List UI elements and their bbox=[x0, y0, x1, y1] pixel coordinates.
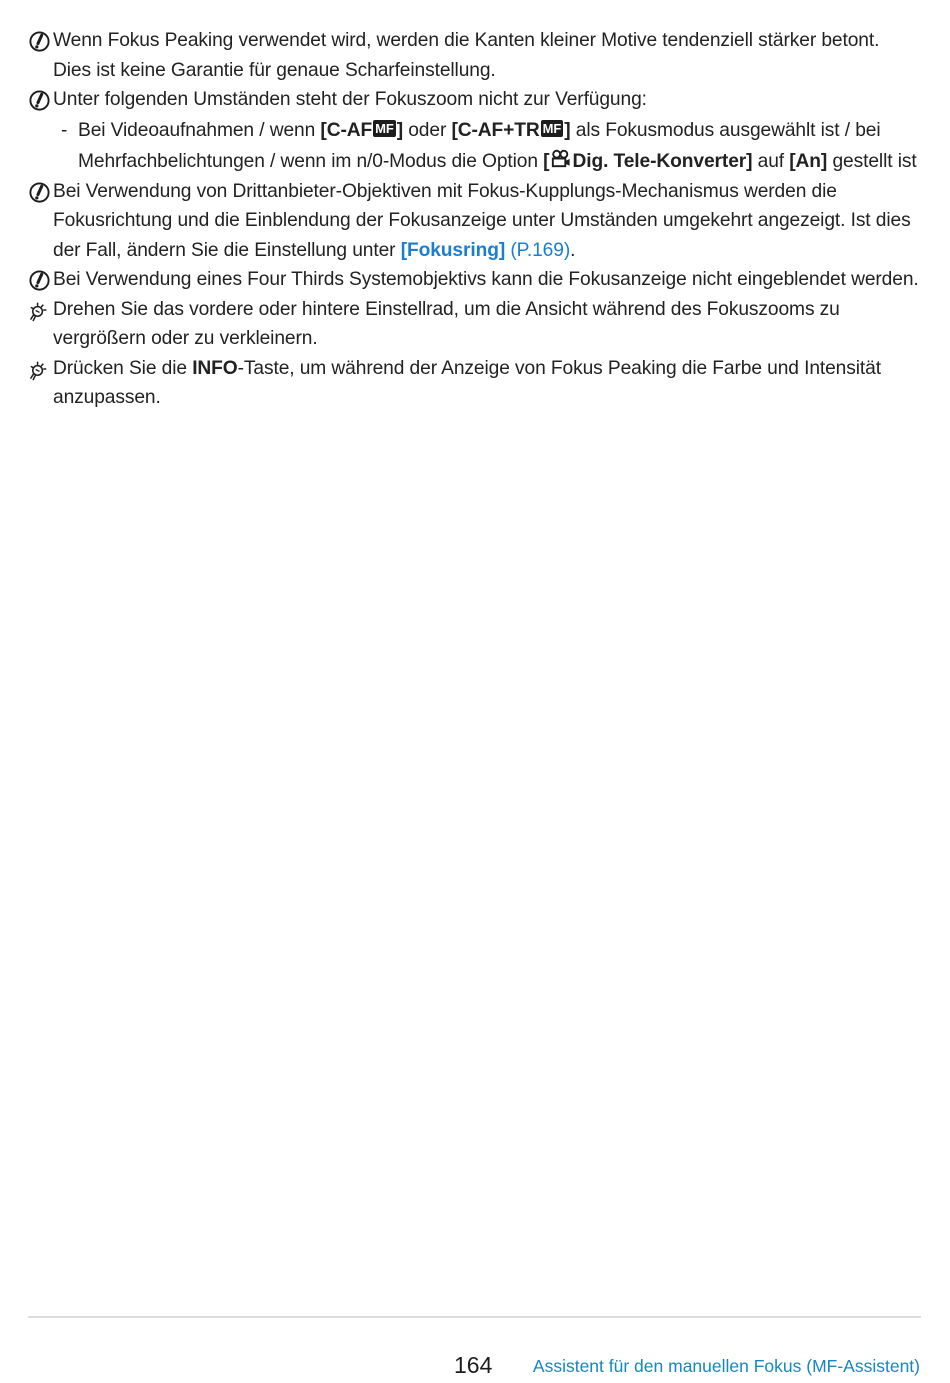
list-dash: - bbox=[61, 119, 68, 141]
tele-converter-label: Dig. Tele-Konverter] bbox=[572, 150, 753, 172]
caution-note bbox=[28, 26, 920, 85]
page-ref-link[interactable]: (P.169) bbox=[510, 239, 571, 261]
caution-icon bbox=[28, 30, 51, 53]
lightbulb-tip-icon bbox=[28, 358, 51, 381]
option-on-label: [An] bbox=[789, 150, 828, 172]
note-text: Bei Verwendung eines Four Thirds Systemobjektivs kann die Fokusanzeige nicht eingeblendet werden. bbox=[53, 269, 919, 290]
footer-divider bbox=[28, 1316, 921, 1318]
page-number: 164 bbox=[454, 1352, 493, 1378]
movie-camera-icon bbox=[549, 149, 572, 169]
note-text: Unter folgenden Umständen steht der Fokuszoom nicht zur Verfügung: bbox=[53, 89, 647, 110]
lightbulb-tip-icon bbox=[28, 299, 51, 322]
sub-list-item bbox=[28, 115, 920, 177]
note-text: Bei Verwendung von Drittanbieter-Objektiven mit Fokus-Kupplungs-Mechanismus werden die Fokusrichtung und die Einblendung der Fokusanzeige unter Umständen umgekehrt angezeigt. Ist dies der Fall, ändern Sie die Einstellung unter bbox=[53, 180, 911, 261]
mf-badge-icon: MF bbox=[542, 120, 562, 136]
info-button-label: INFO bbox=[192, 357, 238, 379]
sub-text: Bei Videoaufnahmen / wenn bbox=[78, 119, 321, 141]
sub-text: oder bbox=[403, 119, 452, 141]
caution-note bbox=[28, 177, 920, 266]
caution-icon bbox=[28, 269, 51, 292]
tip-note bbox=[28, 295, 920, 354]
bracket-close: ] bbox=[396, 119, 403, 141]
section-title-link[interactable]: Assistent für den manuellen Fokus (MF-Assistent) bbox=[532, 1356, 920, 1376]
tip-text: Drücken Sie die bbox=[53, 357, 193, 379]
fokusring-link[interactable]: [Fokusring] bbox=[400, 239, 506, 261]
af-tr-mode-label: [C-AF+TR bbox=[451, 119, 540, 141]
caution-icon bbox=[28, 89, 51, 112]
page-content bbox=[28, 26, 920, 413]
tip-note bbox=[28, 354, 920, 413]
caution-note bbox=[28, 85, 920, 115]
note-text: Wenn Fokus Peaking verwendet wird, werden die Kanten kleiner Motive tendenziell stärker betont. Dies ist keine Garantie für genaue Scharfeinstellung. bbox=[53, 30, 880, 81]
bracket-close: ] bbox=[564, 119, 571, 141]
tip-text: -Taste, um während der Anzeige von Fokus Peaking die Farbe und Intensität anzupassen. bbox=[53, 357, 881, 408]
note-text: . bbox=[570, 239, 576, 261]
tip-text: Drehen Sie das vordere oder hintere Einstellrad, um die Ansicht während des Fokuszooms zu vergrößern oder zu verkleinern. bbox=[53, 298, 840, 349]
caution-icon bbox=[28, 181, 51, 204]
mf-badge-icon: MF bbox=[375, 120, 394, 136]
sub-text: auf bbox=[752, 150, 790, 172]
sub-text: gestellt ist bbox=[827, 150, 917, 172]
sub-text: als Fokusmodus ausgewählt ist / bei Mehrfachbelichtungen / wenn im n/0-Modus die Option bbox=[78, 119, 881, 172]
bracket-open: [ bbox=[543, 150, 550, 172]
af-mode-label: [C-AF bbox=[320, 119, 373, 141]
caution-note bbox=[28, 265, 920, 295]
